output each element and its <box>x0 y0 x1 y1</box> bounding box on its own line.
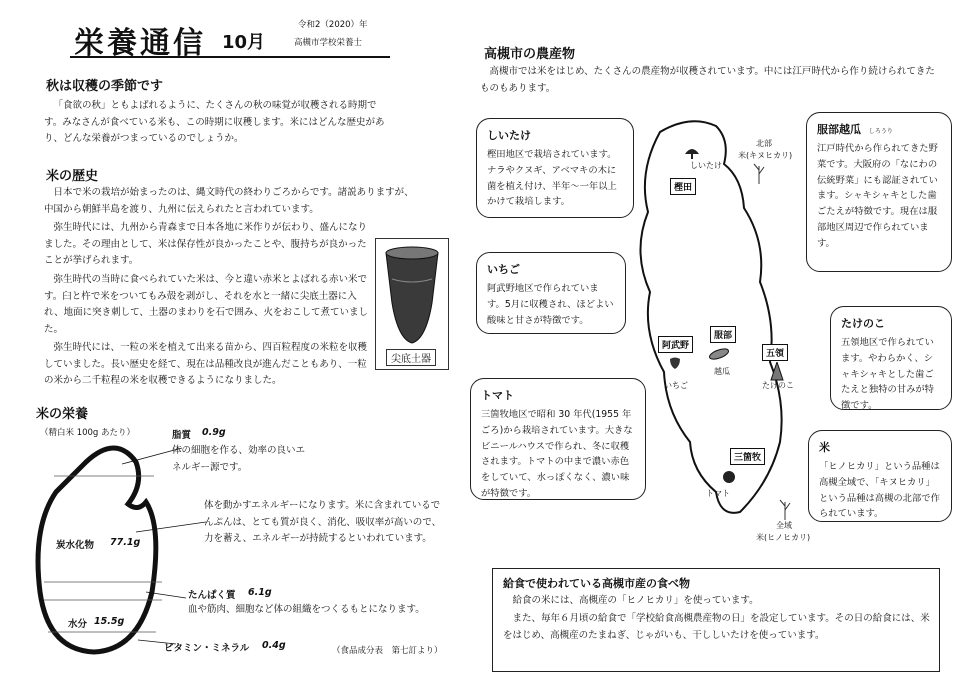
pot-caption: 尖底土器 <box>386 349 436 366</box>
protein-label: たんぱく質 <box>188 590 236 601</box>
ichigo-title: いちご <box>487 263 520 276</box>
tomato-icon <box>722 470 736 484</box>
lunch-line-1: 給食の米には、高槻産の「ヒノヒカリ」を使っています。 <box>512 595 759 606</box>
map-label-hattori: 服部 <box>710 326 736 343</box>
fat-value: 0.9g <box>202 427 226 438</box>
ichigo-text: 阿武野地区で作られています。5月に収穫され、ほどよい酸味と甘さが特徴です。 <box>487 283 614 326</box>
strawberry-icon <box>668 356 682 370</box>
issue-date: 令和2（2020）年 <box>298 20 368 30</box>
produce-intro: 高槻市では米をはじめ、たくさんの農産物が収穫されています。中には江戸時代から作り続けられてきたものもあります。 <box>480 66 935 94</box>
carb-value: 77.1g <box>110 537 141 548</box>
water-value: 15.5g <box>94 616 125 627</box>
kome-title: 米 <box>819 441 830 454</box>
kome-card <box>808 430 952 522</box>
rice-plant-icon-2 <box>778 498 792 520</box>
nutrition-heading: 米の栄養 <box>36 407 89 422</box>
takenoko-text: 五領地区で作られています。やわらかく、シャキシャキとした歯ごたえと独特の甘みが特徴です。 <box>841 337 934 412</box>
shiitake-card <box>476 118 634 218</box>
map-label-kinuhikari: 米(キヌヒカリ) <box>738 151 793 160</box>
history-para-3: 弥生時代の当時に食べられていた米は、今と違い赤米とよばれる赤い米です。臼と杵で米をついてもみ殻を剥がし、それを水と一緒に尖底土器に入れ、地面に突き刺して、土器のまわりを石で囲み、火をおこして煮ていました。 <box>44 274 368 335</box>
mineral-value: 0.4g <box>262 640 286 651</box>
map-label-hokubu: 北部 <box>756 139 772 148</box>
produce-heading: 高槻市の農産物 <box>484 47 576 62</box>
uri-title <box>817 121 941 137</box>
mineral-label: ビタミン・ミネラル <box>164 643 250 654</box>
tomato-title: トマト <box>481 389 514 402</box>
kome-text: 「ヒノヒカリ」という品種は高槻全域で、「キヌヒカリ」という品種は高槻の北部で作られています。 <box>819 461 940 520</box>
pot-illustration-frame <box>375 238 449 370</box>
fat-label: 脂質 <box>172 430 192 441</box>
water-label: 水分 <box>68 619 88 630</box>
melon-icon <box>708 348 730 360</box>
lunch-line-2: また、毎年６月頃の給食で「学校給食高槻農産物の日」を設定しています。その日の給食には、米をはじめ、高槻産のたまねぎ、じゃがいも、干ししいたけを使っています。 <box>503 613 930 641</box>
takenoko-card <box>830 306 952 410</box>
shiitake-icon <box>684 146 700 160</box>
carb-label: 炭水化物 <box>56 540 95 551</box>
lunch-heading: 給食で使われている高槻市産の食べ物 <box>503 577 690 590</box>
ichigo-card <box>476 252 626 334</box>
map-label-ichigo: いちご <box>664 381 688 390</box>
map-label-shiitake: しいたけ <box>690 161 722 170</box>
history-para-4: 弥生時代には、一粒の米を植えて出来る苗から、四百粒程度の米粒を収穫していました。長い歴史を経て、現在は品種改良が進んだこともあり、一粒の米から二千粒程の米を収穫できるようになりました。 <box>44 342 368 387</box>
tomato-text: 三箇牧地区で昭和 30 年代(1955 年ごろ)から栽培されています。大きなビニールハウスで作られ、冬に収穫されます。トマトの中まで濃い赤色をしていて、水っぽくなく、濃い味が特徴です。 <box>481 409 633 499</box>
uri-card <box>806 112 952 272</box>
map-label-kashida: 樫田 <box>670 178 696 195</box>
shiitake-text: 樫田地区で栽培されています。ナラやクヌギ、アベマキの木に菌を植え付け、半年〜一年以上かけて栽培します。 <box>487 149 617 208</box>
uri-ruby: しろうり <box>868 128 893 135</box>
map-label-shirouri: 越瓜 <box>714 367 730 376</box>
map-label-zeniki: 全域 <box>776 521 792 530</box>
nutrition-source: （食品成分表 第七訂より） <box>332 646 443 656</box>
map-label-tomato: トマト <box>706 489 730 498</box>
history-para-2: 弥生時代には、九州から青森まで日本各地に米作りが伝わり、盛んになりました。その理由として、米は保存性が良かったことや、腹持ちが良かったことが挙げられます。 <box>44 222 368 267</box>
bamboo-shoot-icon <box>770 362 784 382</box>
carb-description: 体を動かすエネルギーになります。米に含まれているでんぷんは、とても質が良く、消化、吸収率が高いので、力を蓄え、エネルギーが持続するといわれています。 <box>204 500 442 545</box>
publisher: 高槻市学校栄養士 <box>294 38 363 48</box>
uri-text: 江戸時代から作られてきた野菜です。大阪府の「なにわの伝統野菜」にも認証されています。シャキシャキとした歯ごたえが特徴です。現在は服部地区周辺で作られています。 <box>817 143 938 249</box>
intro-heading: 秋は収穫の季節です <box>46 79 164 94</box>
map-label-hinohikari: 米(ヒノヒカリ) <box>756 533 811 542</box>
newsletter-title: 栄養通信 <box>74 26 206 61</box>
history-heading: 米の歴史 <box>46 169 99 184</box>
map-label-goryo: 五領 <box>762 344 788 361</box>
uri-title-text: 服部越瓜 <box>817 123 861 136</box>
fat-description: 体の細胞を作る、効率の良いエネルギー源です。 <box>172 445 306 473</box>
history-para-1: 日本で米の栽培が始まったのは、縄文時代の終わりごろからです。諸説ありますが、中国から朝鮮半島を渡り、九州に伝えられたと言われています。 <box>44 187 414 215</box>
map-label-abuno: 阿武野 <box>658 336 693 353</box>
intro-body: 「食欲の秋」ともよばれるように、たくさんの秋の味覚が収穫される時期です。みなさんが食べている米も、この時期に収穫します。米にはどんな歴史があり、どんな栄養がつまっているのでしょうか。 <box>44 100 385 145</box>
title-underline <box>70 56 390 58</box>
issue-month: 10月 <box>222 32 266 53</box>
map-label-bamba: 三箇牧 <box>730 448 765 465</box>
protein-description: 血や筋肉、細胞など体の組織をつくるもとになります。 <box>188 604 425 615</box>
protein-value: 6.1g <box>248 587 272 598</box>
rice-plant-icon <box>752 162 766 184</box>
earthenware-pot-icon <box>376 239 448 349</box>
school-lunch-box <box>492 568 940 672</box>
takatsuki-map <box>620 112 820 532</box>
tomato-card <box>470 378 646 500</box>
takenoko-title: たけのこ <box>841 317 885 330</box>
nutrition-basis: （精白米 100g あたり） <box>40 428 136 438</box>
map-label-takenoko: たけのこ <box>762 381 794 390</box>
shiitake-title: しいたけ <box>487 129 531 142</box>
masthead <box>70 14 390 60</box>
